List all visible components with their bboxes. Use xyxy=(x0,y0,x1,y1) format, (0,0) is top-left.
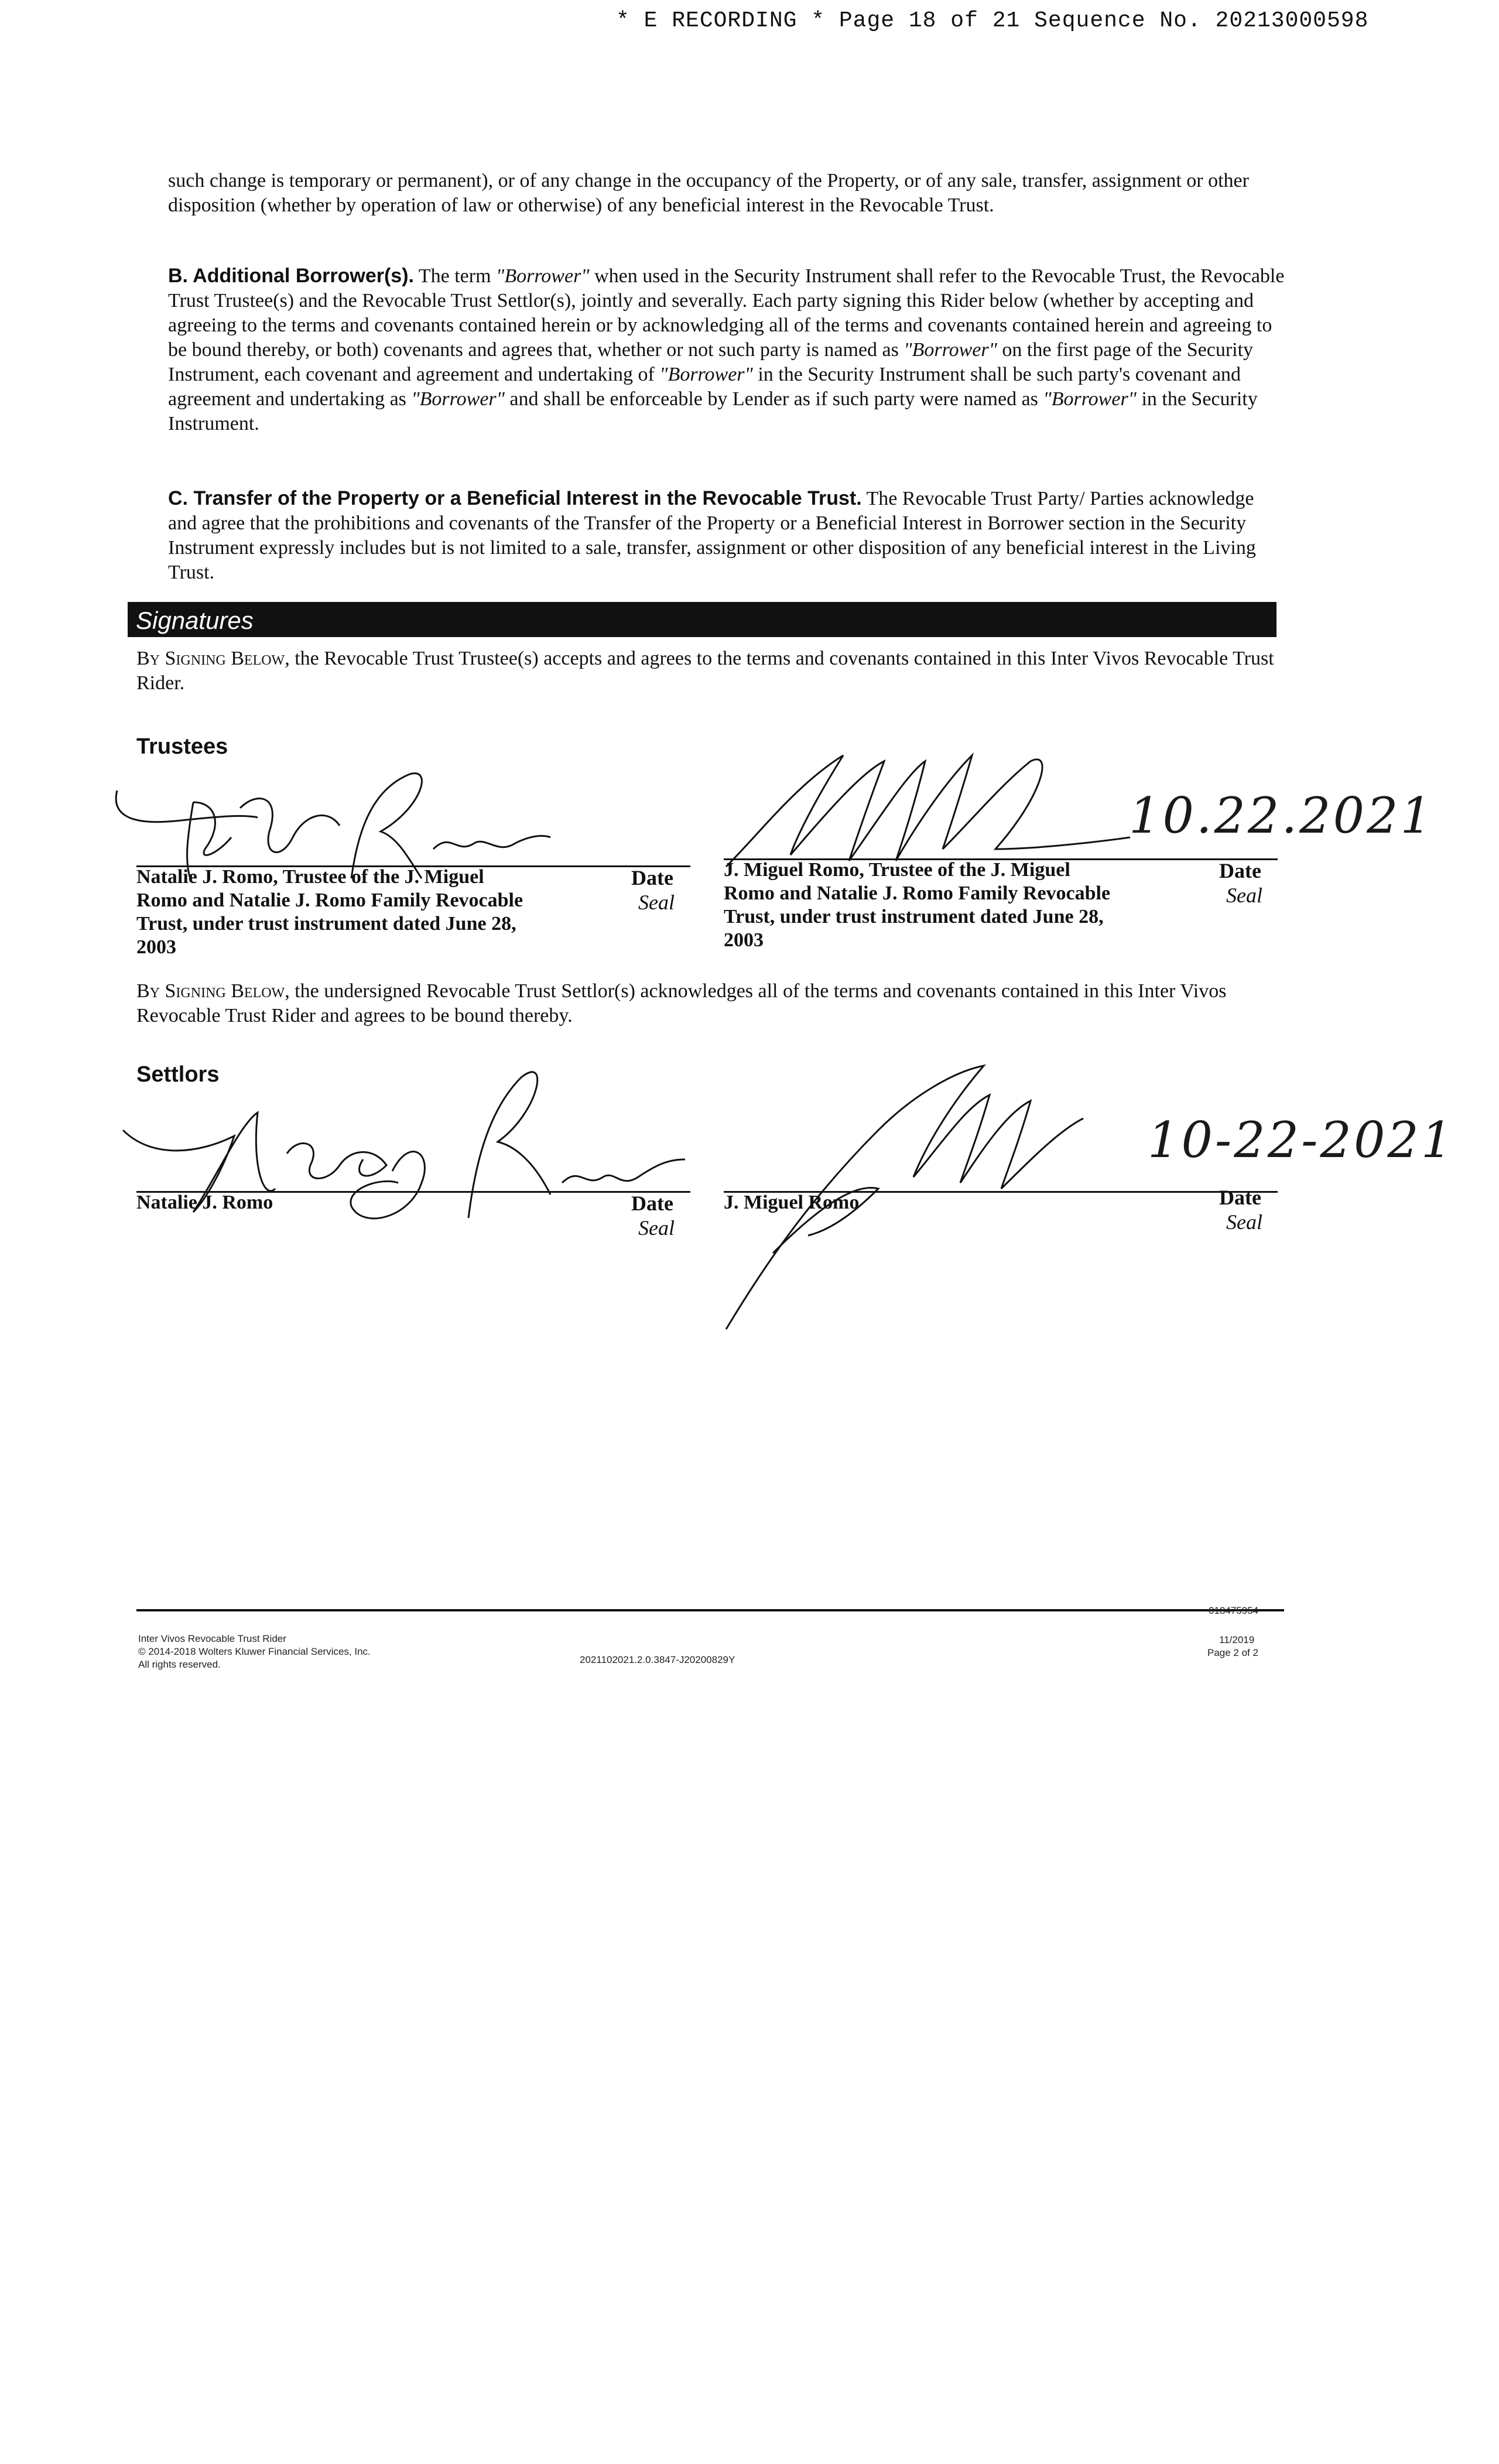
trustee2-name: J. Miguel Romo, Trustee of the J. Miguel Romo and Natalie J. Romo Family Revocable Trust, under trust instrument dated June 28, 2003 xyxy=(724,859,1111,951)
continued-paragraph: such change is temporary or permanent), or of any change in the occupancy of the Property, or of any sale, transfer, assignment or other disposition (whether by operation of law or otherwise) of any beneficial interest in the Revocable Trust. xyxy=(168,170,1249,216)
footer-doc-code: 2021102021.2.0.3847-J20200829Y xyxy=(580,1654,735,1665)
borrower-term: "Borrower" xyxy=(1043,388,1137,410)
settlor2-name: J. Miguel Romo xyxy=(724,1192,860,1213)
trustee2-seal-label: Seal xyxy=(1226,884,1262,907)
trustees-title: Trustees xyxy=(136,734,228,759)
footer-form-number: 018475954 xyxy=(1209,1605,1259,1616)
transfer-heading: C. Transfer of the Property or a Beneficial Interest in the Revocable Trust. xyxy=(168,487,862,509)
footer-rights: All rights reserved. xyxy=(138,1659,221,1670)
settlor1-name: Natalie J. Romo xyxy=(136,1192,273,1213)
settlor2-handwritten-date: 10-22-2021 xyxy=(1148,1111,1455,1169)
additional-text-d: in the Security Instrument shall be such party's covenant and agreement and undertaking as xyxy=(168,364,1241,410)
borrower-term: "Borrower" xyxy=(496,265,590,287)
settlor1-date-label: Date xyxy=(631,1192,673,1215)
settlors-acknowledgement xyxy=(136,979,1284,1028)
trustee2-date-label: Date xyxy=(1219,859,1261,882)
footer-form-title: Inter Vivos Revocable Trust Rider xyxy=(138,1633,286,1644)
transfer-paragraph xyxy=(168,486,1286,585)
footer-page: Page 2 of 2 xyxy=(1207,1647,1258,1658)
trustees-acknowledgement-text: , the Revocable Trust Trustee(s) accepts and agrees to the terms and covenants contained in this Inter Vivos Revocable Trust Rider. xyxy=(136,648,1274,694)
trustee1-name: Natalie J. Romo, Trustee of the J. Miguel Romo and Natalie J. Romo Family Revocable Trust, under trust instrument dated June 28, 2003 xyxy=(136,866,523,958)
additional-borrowers-heading: B. Additional Borrower(s). xyxy=(168,265,414,287)
signatures-band-label: Signatures xyxy=(136,607,254,634)
additional-text-a: The term xyxy=(413,265,497,287)
borrower-term: "Borrower" xyxy=(659,364,753,385)
transfer-text: The Revocable Trust Party/ Parties acknowledge and agree that the prohibitions and covenants of the Transfer of the Property or a Beneficial Interest in Borrower section in the Security Instrument expressly includes but is not limited to a sale, transfer, assignment or other disposition of any beneficial interest in the Living Trust. xyxy=(168,488,1256,583)
borrower-term: "Borrower" xyxy=(411,388,505,410)
by-signing-below-label: By Signing Below xyxy=(136,648,285,669)
footer-rule xyxy=(136,1609,1284,1611)
additional-text-f: in the Security Instrument. xyxy=(168,388,1258,434)
by-signing-below-label: By Signing Below xyxy=(136,980,285,1002)
additional-borrowers-paragraph xyxy=(168,263,1286,436)
trustee1-date-label: Date xyxy=(631,866,673,889)
additional-text-b: when used in the Security Instrument shall refer to the Revocable Trust, the Revocable Trust Trustee(s) and the Revocable Trust Settlor(s), jointly and severally. Each party signing this Rider below (whether by accepting and agreeing to the terms and covenants contained herein or by acknowledging all of the terms and covenants contained herein and agreeing to be bound thereby, or both) covenants and agrees that, whether or not such party is named as xyxy=(168,265,1285,361)
trustee1-seal-label: Seal xyxy=(638,891,675,914)
footer-copyright: © 2014-2018 Wolters Kluwer Financial Services, Inc. xyxy=(138,1646,371,1657)
trustees-acknowledgement xyxy=(136,646,1284,696)
trustee2-signature-image xyxy=(726,750,1136,867)
borrower-term: "Borrower" xyxy=(903,339,997,361)
recording-header: * E RECORDING * Page 18 of 21 Sequence No. 20213000598 xyxy=(616,8,1369,33)
additional-text-e: and shall be enforceable by Lender as if such party were named as xyxy=(504,388,1043,410)
settlors-title: Settlors xyxy=(136,1062,220,1087)
settlors-acknowledgement-text: , the undersigned Revocable Trust Settlor(s) acknowledges all of the terms and covenants contained in this Inter Vivos Revocable Trust Rider and agrees to be bound thereby. xyxy=(136,980,1227,1026)
settlor2-seal-label: Seal xyxy=(1226,1210,1262,1234)
settlor1-signature-image xyxy=(117,1066,691,1253)
additional-text-c: on the first page of the Security Instrument, each covenant and agreement and undertaking of xyxy=(168,339,1254,385)
trustee2-handwritten-date: 10.22.2021 xyxy=(1129,787,1434,844)
settlor1-seal-label: Seal xyxy=(638,1216,675,1240)
signatures-band xyxy=(128,602,1276,637)
footer-revision: 11/2019 xyxy=(1219,1634,1255,1645)
settlor2-date-label: Date xyxy=(1219,1186,1261,1209)
